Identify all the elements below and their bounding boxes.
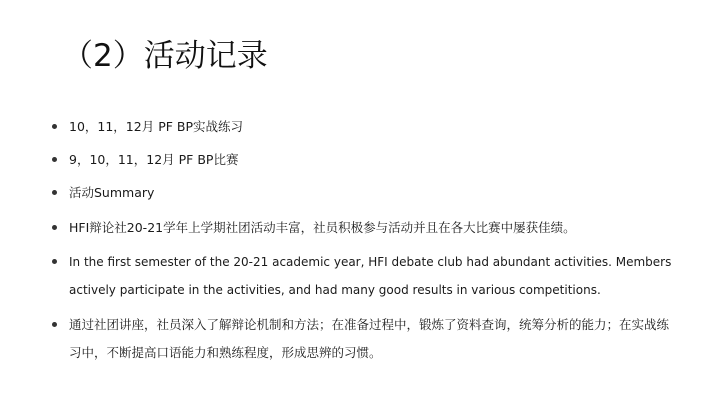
bullet-item [50, 179, 680, 207]
bullet-text: 通过社团讲座，社员深入了解辩论机制和方法；在准备过程中，锻炼了资料查询，统筹分析的能力；在实战练习中，不断提高口语能力和熟练程度，形成思辨的习惯。 [69, 317, 670, 360]
bullet-list [50, 110, 680, 367]
bullet-text: In the first semester of the 20-21 academic year, HFI debate club had abundant activities. Members actively participate in the activities, and had many good results in various competitions. [69, 255, 672, 297]
bullet-dot-icon [52, 157, 57, 162]
bullet-dot-icon [52, 322, 57, 327]
bullet-item [50, 146, 680, 174]
bullet-item [50, 248, 680, 304]
bullet-dot-icon [52, 190, 57, 195]
bullet-text: HFI辩论社20-21学年上学期社团活动丰富，社员积极参与活动并且在各大比赛中屡获佳绩。 [69, 220, 576, 235]
bullet-dot-icon [52, 259, 57, 264]
bullet-text: 9，10，11，12月 PF BP比赛 [69, 152, 239, 167]
bullet-text: 活动Summary [69, 185, 155, 200]
bullet-item [50, 311, 680, 367]
slide-title: （2）活动记录 [62, 38, 268, 74]
bullet-item [50, 214, 680, 242]
bullet-dot-icon [52, 124, 57, 129]
bullet-text: 10，11，12月 PF BP实战练习 [69, 119, 244, 134]
bullet-dot-icon [52, 225, 57, 230]
bullet-item [50, 113, 680, 141]
